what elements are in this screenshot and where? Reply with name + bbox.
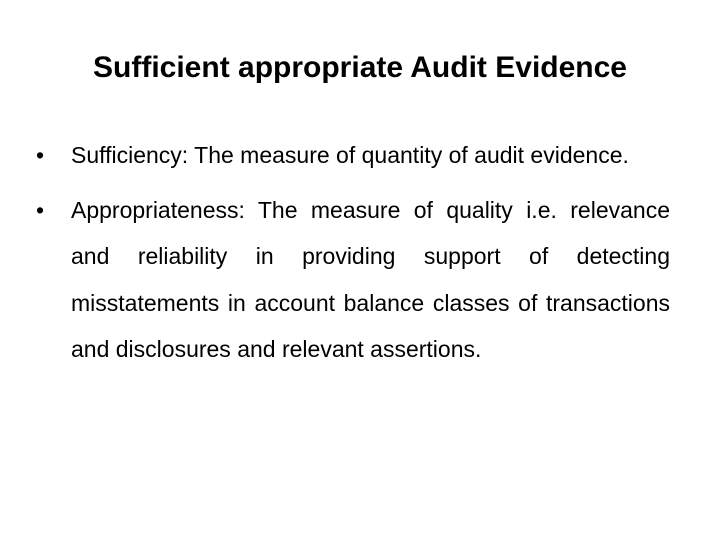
bullet-marker: • [36,196,45,223]
bullet-item-appropriateness [36,187,670,373]
bullet-item-sufficiency [36,132,670,179]
bullet-text: Appropriateness: The measure of quality i.e. relevance and reliability in providing support of detecting misstatements in account balance classes of transactions and disclosures and relevant assertions. [71,196,670,362]
bullet-text: Sufficiency: The measure of quantity of audit evidence. [71,142,629,168]
bullet-marker: • [36,142,45,168]
slide-title: Sufficient appropriate Audit Evidence [93,51,627,84]
bullet-list [36,132,670,381]
